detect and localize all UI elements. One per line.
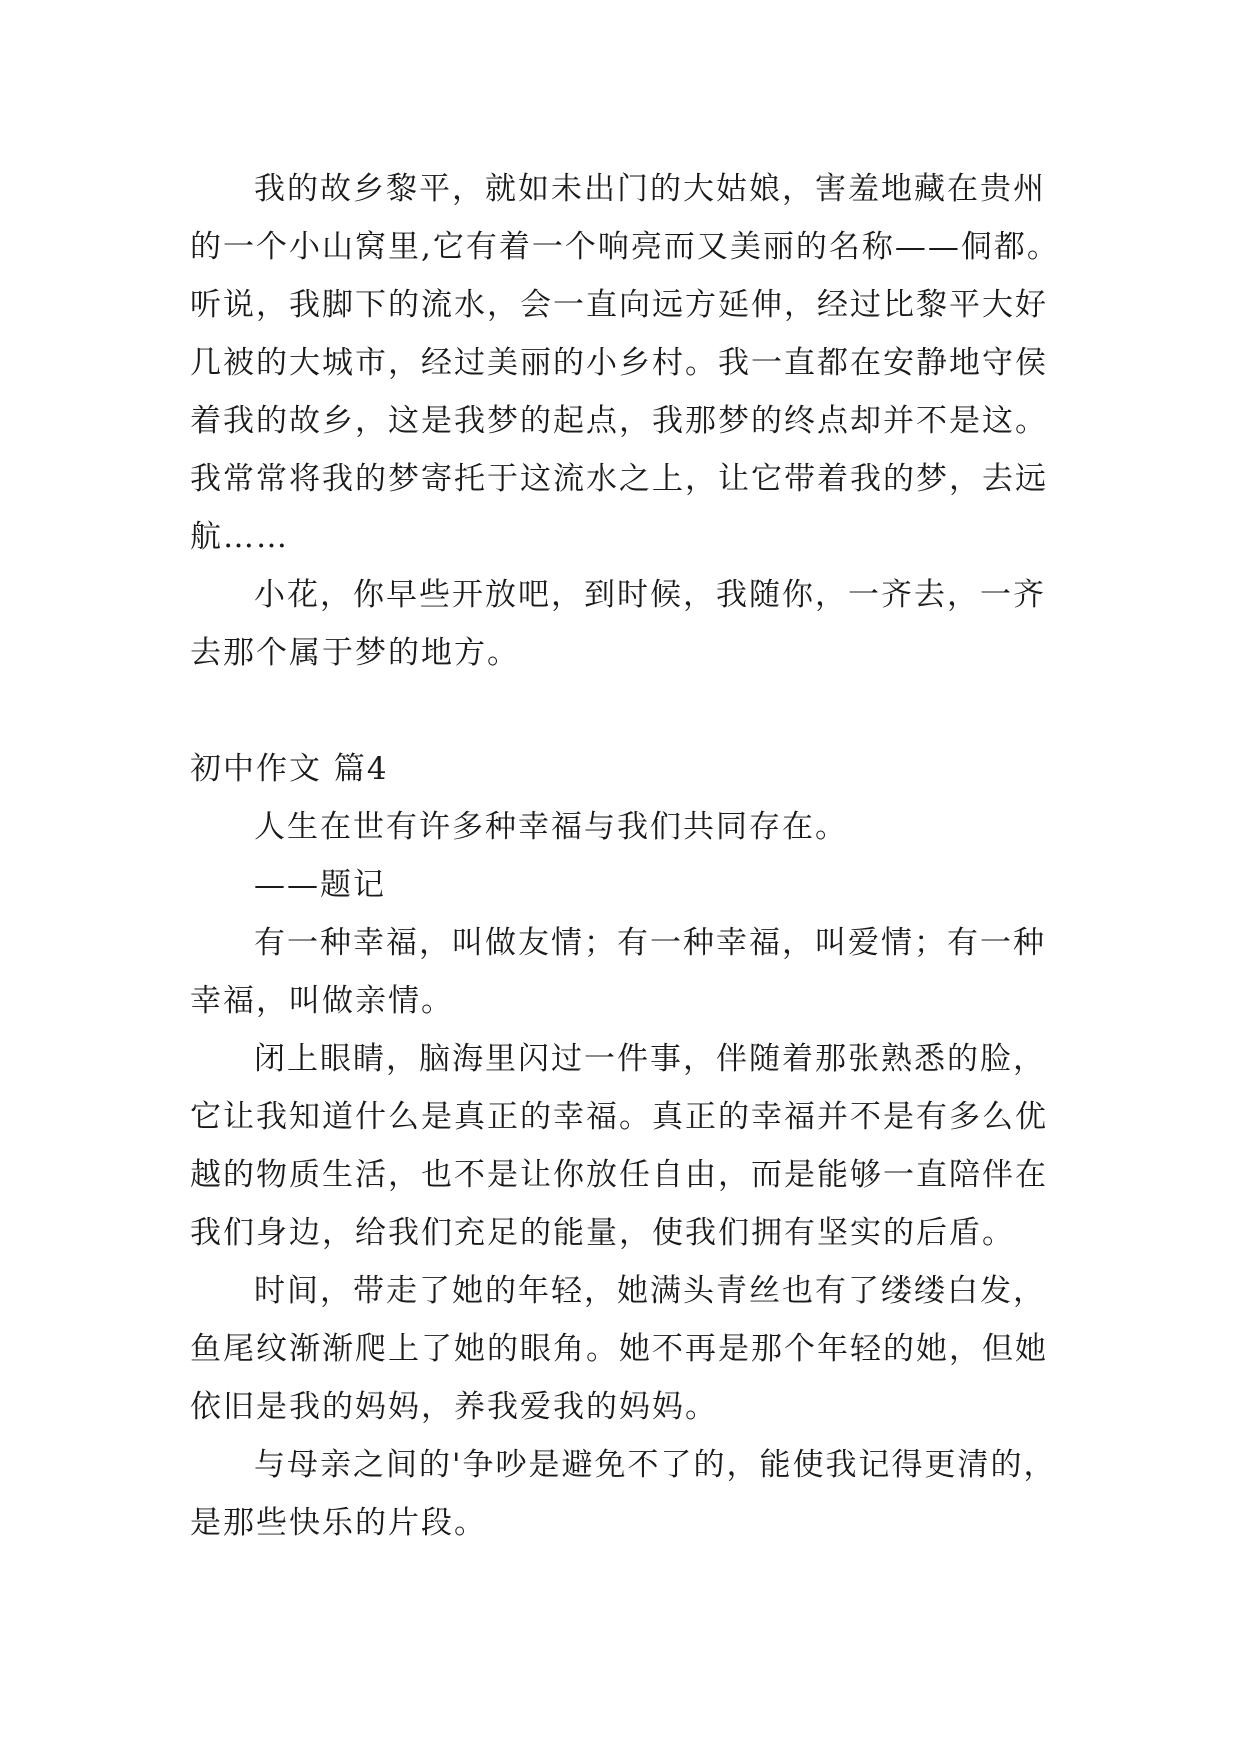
text-line: 时间，带走了她的年轻，她满头青丝也有了缕缕白发， xyxy=(254,1273,1046,1309)
paragraph-kinds-of-happiness xyxy=(190,914,1080,1030)
text-line: 听说，我脚下的流水，会一直向远方延伸，经过比黎平大好 xyxy=(190,287,1048,323)
text-line: 依旧是我的妈妈，养我爱我的妈妈。 xyxy=(190,1389,718,1425)
text-line: 有一种幸福，叫做友情；有一种幸福，叫爱情；有一种 xyxy=(254,925,1046,961)
text-line: 着我的故乡，这是我梦的起点，我那梦的终点却并不是这。 xyxy=(190,403,1048,439)
text-line: 是那些快乐的片段。 xyxy=(190,1505,487,1541)
text-line: 航…… xyxy=(190,519,289,555)
paragraph-flower xyxy=(190,566,1080,682)
text-line: 我的故乡黎平，就如未出门的大姑娘，害羞地藏在贵州 xyxy=(254,171,1046,207)
text-line: 去那个属于梦的地方。 xyxy=(190,635,520,671)
text-line: 我们身边，给我们充足的能量，使我们拥有坚实的后盾。 xyxy=(190,1215,1015,1251)
paragraph-mother xyxy=(190,1436,1080,1552)
text-line: 几被的大城市，经过美丽的小乡村。我一直都在安静地守侯 xyxy=(190,345,1048,381)
paragraph-gap xyxy=(190,682,1080,740)
text-line: 人生在世有许多种幸福与我们共同存在。 xyxy=(254,809,848,845)
text-line: 越的物质生活，也不是让你放任自由，而是能够一直陪伴在 xyxy=(190,1157,1048,1193)
paragraph-hometown xyxy=(190,160,1080,566)
text-line: 我常常将我的梦寄托于这流水之上，让它带着我的梦，去远 xyxy=(190,461,1048,497)
text-line: 小花，你早些开放吧，到时候，我随你，一齐去，一齐 xyxy=(254,577,1046,613)
text-line: ——题记 xyxy=(254,867,386,903)
text-line: 它让我知道什么是真正的幸福。真正的幸福并不是有多么优 xyxy=(190,1099,1048,1135)
text-line: 闭上眼睛，脑海里闪过一件事，伴随着那张熟悉的脸， xyxy=(254,1041,1046,1077)
paragraph-intro xyxy=(190,798,1080,856)
text-line: 的一个小山窝里,它有着一个响亮而又美丽的名称——侗都。 xyxy=(190,229,1060,265)
text-line: 鱼尾纹渐渐爬上了她的眼角。她不再是那个年轻的她，但她 xyxy=(190,1331,1048,1367)
text-line: 与母亲之间的'争吵是避免不了的，能使我记得更清的， xyxy=(254,1447,1057,1483)
document-page xyxy=(190,160,1080,1552)
section-heading: 初中作文 篇4 xyxy=(190,751,389,787)
paragraph-time xyxy=(190,1262,1080,1436)
paragraph-epigraph xyxy=(190,856,1080,914)
paragraph-true-happiness xyxy=(190,1030,1080,1262)
text-line: 幸福，叫做亲情。 xyxy=(190,983,454,1019)
